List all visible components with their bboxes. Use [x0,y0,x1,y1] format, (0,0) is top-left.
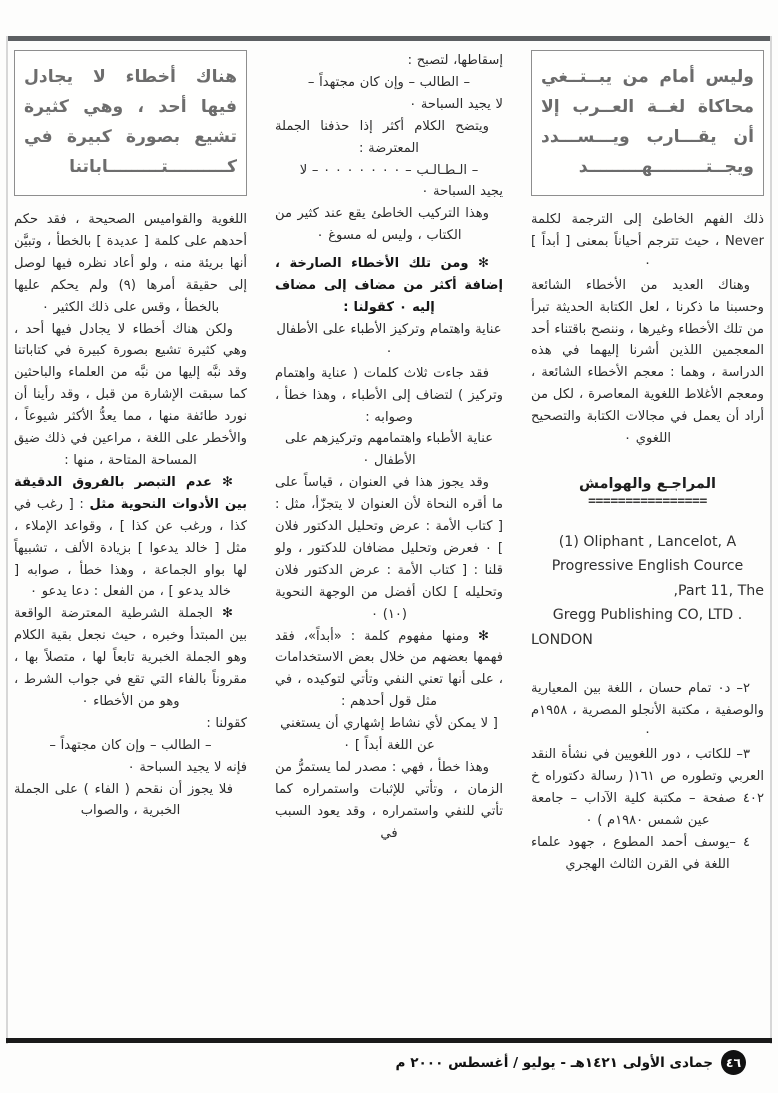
column-left [531,50,764,1030]
reference-line: (1) Oliphant , Lancelot, A [558,533,737,550]
pull-quote-line: ويجــتـــــــــهـــــــــد [578,157,754,177]
paragraph: وهذا التركيب الخاطئ يقع عند كثير من الكتاب ، وليس له مسوغ ٠ [275,206,489,244]
example-line: عناية واهتمام وتركيز الأطباء على الأطفال ٠ [276,321,502,359]
example-line: – الـطـالـب – ٠ ٠ ٠ ٠ ٠ ٠ ٠ – لا [299,162,479,178]
pull-quote-line: فيها أحد ، وهي كثيرة [24,97,237,117]
paragraph: كقولنا : [206,715,247,731]
column-middle [275,50,503,1030]
paragraph: ويتضح الكلام أكثر إذا حذفنا الجملة المعترضة : [275,118,489,156]
example-line: – الطالب – وإن كان مجتهداً – [307,74,471,90]
paragraph: فلا يجوز أن نقحم ( الفاء ) على الجملة الخبرية ، والصواب [14,781,233,819]
top-rule [6,36,772,41]
reference-line: Gregg Publishing CO, LTD . [552,607,743,624]
left-vertical-rule [6,36,8,1044]
reference-line: ,Part 11, The [673,582,764,599]
page-number-badge: ٤٦ [721,1050,746,1075]
paragraph-body: : [ رغب في كذا ، ورغب عن كذا ] ، وقواعد الإملاء ، مثل [ خالد يدعوا ] بزيادة الألف ، تشبيهاً لها بواو الجماعة ، وهذا خطأ ، صوابه [ خالد يدعو ] ، من الفعل : دعا يدعو ٠ [14,496,247,600]
right-vertical-rule [770,36,772,1044]
paragraph: ولكن هناك أخطاء لا يجادل فيها أحد ، وهي كثيرة تشيع بصورة كبيرة في كتاباتنا وقد نبَّه إليها من نبَّه من العلماء والباحثين كما سبقت الإشارة من قبل ، وقد رأينا أن نورد طائفة منها ، مما يعدُّ الأكثر شيوعاً ، والأخطر على اللغة ، مراعين في ذلك ضيق المساحة المتاحة ، منها : [14,321,247,468]
example-line: – الطالب – وإن كان مجتهداً – [49,737,212,753]
reference-entry-arabic: ٢– د٠ تمام حسان ، اللغة بين المعيارية والوصفية ، مكتبة الأنجلو المصرية ، ١٩٥٨م ٠ [531,681,764,741]
example-line: يجيد السباحة ٠ [421,184,503,200]
column-right [14,50,247,1030]
bold-lead-in: ✻ [478,628,489,644]
bold-section-lead: ✻ ومن تلك الأخطاء الصارخة ، إضافة أكثر من مضاف إلى مضاف إليه ٠ كقولنا : [275,256,503,315]
paragraph-body: الجملة الشرطية المعترضة الواقعة بين المبتدأ وخبره ، حيث نجعل بقية الكلام وهو الجملة الخبرية تابعاً لها ، متصلاً بها ، مقروناً بالفاء التي تقع في جواب الشرط ، وهو من الأخطاء ٠ [14,606,247,709]
bottom-rule [6,1038,772,1043]
pull-quote-right [14,50,247,196]
example-line: لا يجيد السباحة ٠ [409,96,503,112]
issue-date-text: جمادى الأولى ١٤٢١هـ - يوليو / أغسطس ٢٠٠٠ م [395,1054,713,1071]
page-footer [0,1050,778,1090]
example-line: [ لا يمكن لأي نشاط إشهاري أن يستغني عن اللغة أبداً ] ٠ [280,716,498,754]
paragraph-with-bold-lead [14,603,247,713]
references-heading: المراجـع والهوامش [578,475,717,492]
paragraph-with-bold-lead [14,472,247,603]
reference-entry-english [531,530,764,653]
example-line: فإنه لا يجيد السباحة ٠ [127,759,247,775]
bold-lead-in: ✻ [222,606,233,622]
reference-entry-arabic: ٣– للكاتب ، دور اللغويين في نشأة النقد العربي وتطوره ص ١٦١( رسالة دكتوراه خ ٤٠٢ صفحة – مكتبة كلية الآداب – جامعة عين شمس ١٩٨٠م ) ٠ [531,747,764,828]
paragraph: وقد يجوز هذا في العنوان ، قياساً على ما أقره النحاة لأن العنوان لا يتجزّأ، مثل : [ كتاب الأمة : عرض وتحليل الدكتور فلان ] ٠ فعرض وتحليل مضافان للدكتور ، ولو قلنا : [ كتاب الأمة : عرض الدكتور فلان وتحليله ] لكان أفضل من الوجهة النحوية (١٠) ٠ [275,475,503,622]
pull-quote-line: وليس أمام من يبــتــغي [541,67,754,87]
example-line: عناية الأطباء واهتمامهم وتركيزهم على الأطفال ٠ [284,431,494,469]
pull-quote-line: كــــــــــتـــــــــاباتنا [69,157,237,177]
footer-content [395,1050,746,1075]
pull-quote-line: تشيع بصورة كبيرة في [24,127,237,147]
paragraph-body: ومنها مفهوم كلمة : «أبداً»، فقد فهمها بعضهم من خلال بعض الاستخدامات ، على أنها تعني النفي وتأتي لتوكيده ، في مثل قول أحدهم : [275,628,503,710]
reference-line: Progressive English Cource [551,558,744,575]
paragraph-with-bold-lead [275,626,503,714]
paragraph: وهناك العديد من الأخطاء الشائعة وحسبنا ما ذكرنا ، لعل الكتابة الحديثة تبرأ من تلك الأخطاء وغيرها ، وننصح باقتناء أحد المعجمين اللذين أشرنا إليهما في هذه الدراسة ، وهما : معجم الأخطاء الشائعة ، ومعجم الأغلاط اللغوية المعاصرة ، لكل من أراد أن يعمل في مجالات الكتابة والتصحيح اللغوي ٠ [531,277,764,447]
reference-entry-arabic: ٤ –يوسف أحمد المطوع ، جهود علماء اللغة في القرن الثالث الهجري [531,834,750,872]
pull-quote-line: أن يقـــارب ويـــســـدد [541,127,754,147]
pull-quote-line: هناك أخطاء لا يجادل [24,67,237,87]
bold-lead-in: ✻ عدم التبصر بالفروق الدقيقة بين الأدوات النحوية مثل [14,474,247,512]
paragraph: إسقاطها، لتصبح : [407,53,503,68]
paragraph: اللغوية والقواميس الصحيحة ، فقد حكم أحدهم على كلمة [ عديدة ] بالخطأ ، وتبيَّن أنها بريئة منه ، ولو أعاد نظره فيها لوصل إلى حقيقة أمرها (٩) ولم يحكم عليها بالخطأ ، وقس على ذلك الكثير ٠ [14,212,247,315]
three-column-layout [14,50,764,1030]
references-divider: ================ [588,493,707,509]
pull-quote-line: محاكاة لغــة العــرب إلا [541,97,754,117]
pull-quote-left [531,50,764,196]
paragraph: وهذا خطأ ، فهي : مصدر لما يستمرُّ من الزمان ، وتأتي للإثبات واستمراره كما تأتي للنفي واستمراره ، وقد يعود السبب في [275,760,503,841]
paragraph: ذلك الفهم الخاطئ إلى الترجمة لكلمة Never ، حيث تترجم أحياناً بمعنى [ أبداً ] ٠ [531,212,764,271]
paragraph: فقد جاءت ثلاث كلمات ( عناية واهتمام وتركيز ) لتضاف إلى الأطباء ، وهذا خطأ ، وصوابه : [275,365,503,425]
reference-line: LONDON [531,631,593,648]
